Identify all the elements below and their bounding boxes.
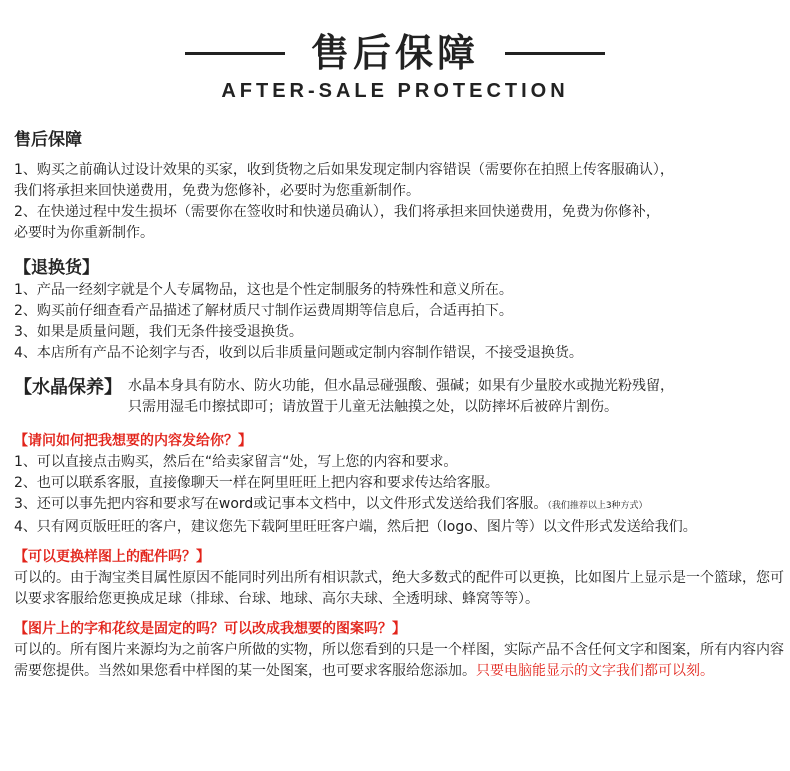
how-to-send-line: 1、可以直接点击购买，然后在“给卖家留言“处，写上您的内容和要求。 xyxy=(14,454,458,470)
title-row xyxy=(0,30,790,76)
how-to-send-heading: 【请问如何把我想要的内容发给你？】 xyxy=(14,433,252,449)
returns-line: 1、产品一经刻字就是个人专属物品，这也是个性定制服务的特殊性和意义所在。 xyxy=(14,282,513,298)
pattern-heading: 【图片上的字和花纹是固定的吗？可以改成我想要的图案吗？】 xyxy=(14,621,406,637)
title-rule-left xyxy=(185,52,285,55)
recommend-note: （我们推荐以上3种方式） xyxy=(547,501,648,511)
after-sale-section xyxy=(14,128,784,244)
crystal-care-line: 水晶本身具有防水、防火功能，但水晶忌碰强酸、强碱；如果有少量胶水或抛光粉残留， xyxy=(128,378,674,394)
content xyxy=(14,128,784,682)
crystal-care-section xyxy=(14,376,784,418)
returns-line: 2、购买前仔细查看产品描述了解材质尺寸制作运费周期等信息后，合适再拍下。 xyxy=(14,303,513,319)
returns-heading: 【退换货】 xyxy=(14,258,99,278)
how-to-send-line-text: 3、还可以事先把内容和要求写在word或记事本文档中，以文件形式发送给我们客服。 xyxy=(14,496,548,512)
replace-parts-heading: 【可以更换样图上的配件吗？】 xyxy=(14,549,210,565)
returns-line: 3、如果是质量问题，我们无条件接受退换货。 xyxy=(14,324,303,340)
pattern-highlight: 只要电脑能显示的文字我们都可以刻。 xyxy=(476,663,714,679)
after-sale-heading: 售后保障 xyxy=(14,130,82,150)
how-to-send-line: 2、也可以联系客服，直接像聊天一样在阿里旺旺上把内容和要求传达给客服。 xyxy=(14,475,499,491)
pattern-text xyxy=(14,640,784,682)
after-sale-line: 必要时为你重新制作。 xyxy=(14,225,154,241)
how-to-send-line: 4、只有网页版旺旺的客户，建议您先下载阿里旺旺客户端，然后把（logo、图片等）以文件形式发送给我们。 xyxy=(14,519,697,535)
pattern-section xyxy=(14,618,784,682)
returns-section xyxy=(14,256,784,364)
page-subtitle: AFTER-SALE PROTECTION xyxy=(221,80,569,102)
page-title: 售后保障 xyxy=(310,31,479,75)
page-header xyxy=(0,30,790,103)
crystal-care-heading: 【水晶保养】 xyxy=(14,377,122,398)
after-sale-line: 2、在快递过程中发生损坏（需要你在签收时和快递员确认），我们将承担来回快递费用，免费为你修补， xyxy=(14,204,660,220)
title-rule-right xyxy=(505,52,605,55)
how-to-send-section xyxy=(14,430,784,538)
replace-parts-text: 可以的。由于淘宝类目属性原因不能同时列出所有相识款式，绝大多数式的配件可以更换，比如图片上显示是一个篮球，您可以要求客服给您更换成足球（排球、台球、地球、高尔夫球、全透明球、蜂窝等等）。 xyxy=(14,570,784,607)
after-sale-line: 我们将承担来回快递费用，免费为您修补，必要时为您重新制作。 xyxy=(14,183,420,199)
replace-parts-section xyxy=(14,546,784,610)
crystal-care-line: 只需用湿毛巾擦拭即可；请放置于儿童无法触摸之处，以防摔坏后被碎片割伤。 xyxy=(128,399,618,415)
pattern-body: 可以的。所有图片来源均为之前客户所做的实物，所以您看到的只是一个样图，实际产品不含任何文字和图案，所有内容内容需要您提供。当然如果您看中样图的某一处图案，也可要求客服给您添加。 xyxy=(14,642,784,679)
after-sale-line: 1、购买之前确认过设计效果的买家，收到货物之后如果发现定制内容错误（需要你在拍照上传客服确认）， xyxy=(14,162,674,178)
returns-line: 4、本店所有产品不论刻字与否，收到以后非质量问题或定制内容制作错误，不接受退换货。 xyxy=(14,345,583,361)
how-to-send-line xyxy=(14,494,784,517)
